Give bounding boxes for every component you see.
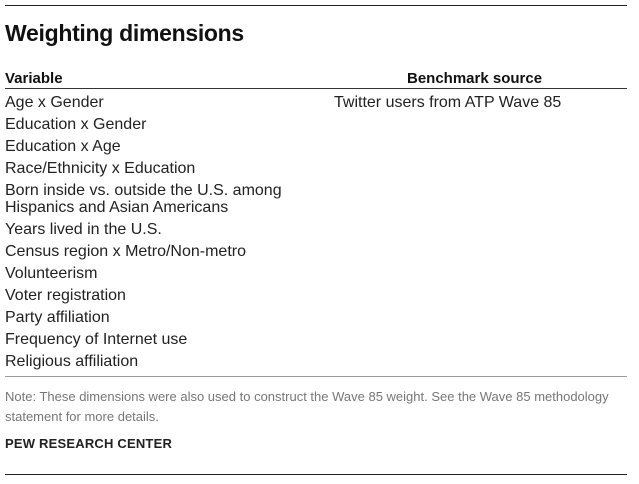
variable-cell: Voter registration <box>5 287 126 304</box>
column-header-variable: Variable <box>5 70 63 87</box>
column-header-benchmark-source: Benchmark source <box>407 70 543 87</box>
table-row <box>5 158 627 180</box>
variable-cell: Frequency of Internet use <box>5 331 188 348</box>
table-row <box>5 92 627 114</box>
footnote: Note: These dimensions were also used to construct the Wave 85 weight. See the Wave 85 methodology statement for more details. <box>5 389 609 424</box>
variable-cell: Census region x Metro/Non-metro <box>5 243 246 260</box>
variable-cell: Education x Age <box>5 138 121 155</box>
variable-cell: Race/Ethnicity x Education <box>5 160 196 177</box>
table-row <box>5 136 627 158</box>
table-row <box>5 307 627 329</box>
bottom-rule <box>5 474 627 475</box>
table-row <box>5 351 627 373</box>
table-row <box>5 285 627 307</box>
variable-cell: Born inside vs. outside the U.S. among Hispanics and Asian Americans <box>5 182 282 216</box>
benchmark-source-cell: Twitter users from ATP Wave 85 <box>334 94 562 111</box>
variable-cell: Volunteerism <box>5 265 98 282</box>
variable-cell: Age x Gender <box>5 94 104 111</box>
table-row <box>5 219 627 241</box>
table-body <box>5 92 627 373</box>
table-row <box>5 114 627 136</box>
page-title: Weighting dimensions <box>5 20 244 46</box>
table-row <box>5 263 627 285</box>
top-rule <box>5 5 627 6</box>
variable-cell: Education x Gender <box>5 116 147 133</box>
variable-cell: Party affiliation <box>5 309 110 326</box>
table-row <box>5 180 627 219</box>
table-bottom-rule <box>5 376 627 377</box>
source-credit: PEW RESEARCH CENTER <box>5 436 173 451</box>
table-row <box>5 241 627 263</box>
header-rule <box>5 88 627 89</box>
table-row <box>5 329 627 351</box>
variable-cell: Years lived in the U.S. <box>5 221 162 238</box>
variable-cell: Religious affiliation <box>5 353 139 370</box>
